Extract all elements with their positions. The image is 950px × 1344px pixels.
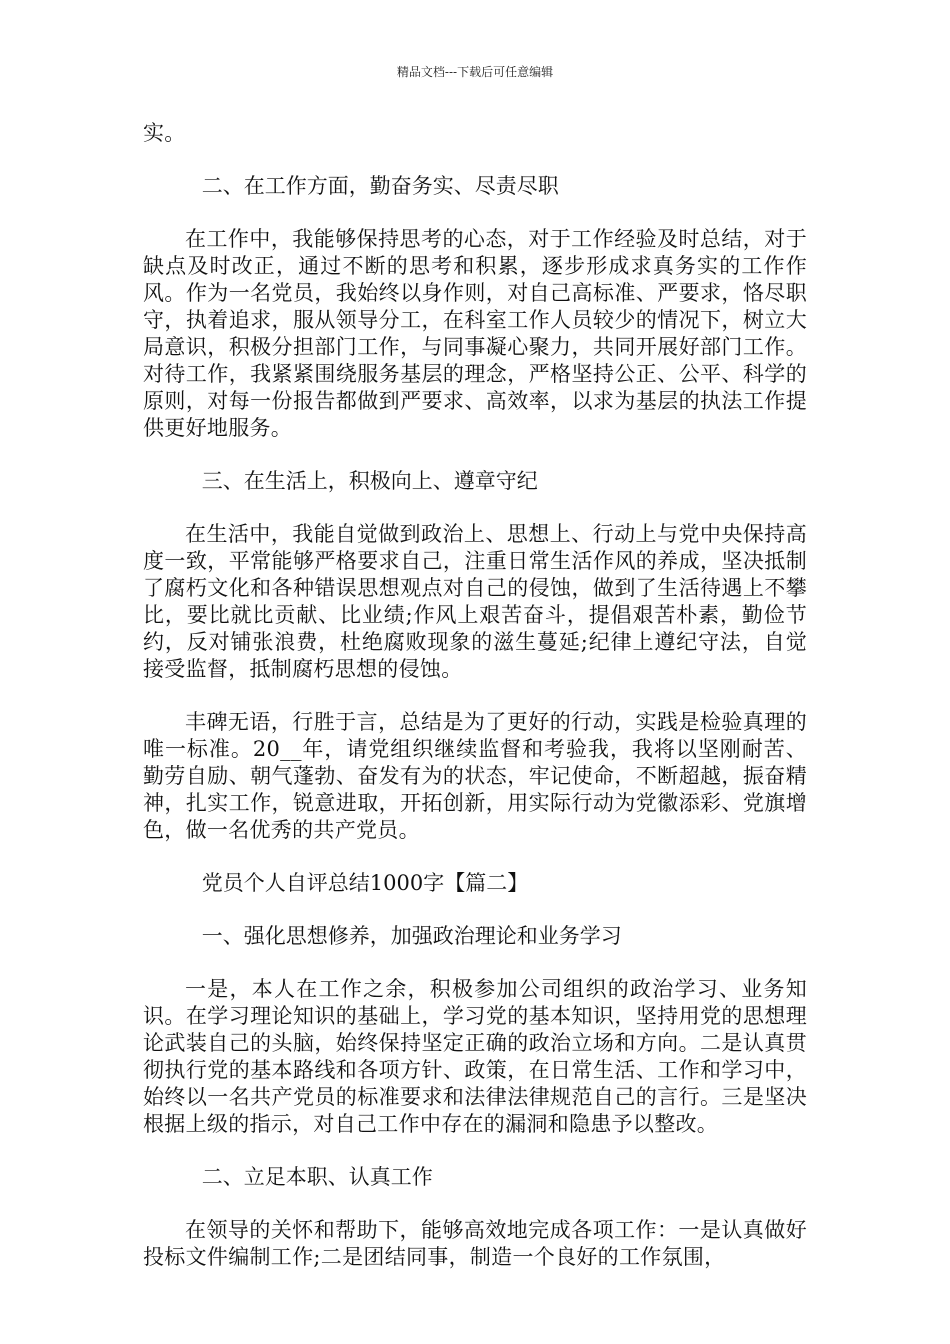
- page-header: 精品文档---下载后可任意编辑: [396, 65, 554, 79]
- document-body: [143, 120, 807, 1271]
- paragraph-continuation: 实。: [143, 121, 186, 145]
- section-heading-life: 三、在生活上，积极向上、遵章守纪: [201, 469, 538, 493]
- paragraph-conclusion: 丰碑无语，行胜于言，总结是为了更好的行动，实践是检验真理的唯一标准。20__年，请党组织继续监督和考验我，我将以坚刚耐苦、勤劳自励、朝气蓬勃、奋发有为的状态，牢记使命，不断超越，振奋精神，扎实工作，锐意进取，开拓创新，用实际行动为党徽添彩、党旗增色，做一名优秀的共产党员。: [143, 710, 807, 842]
- paragraph-work: 在工作中，我能够保持思考的心态，对于工作经验及时总结，对于缺点及时改正，通过不断的思考和积累，逐步形成求真务实的工作作风。作为一名党员，我始终以身作则，对自己高标准、严要求，恪尽职守，执着追求，服从领导分工，在科室工作人员较少的情况下，树立大局意识，积极分担部门工作，与同事凝心聚力，共同开展好部门工作。对待工作，我紧紧围绕服务基层的理念，严格坚持公正、公平、科学的原则，对每一份报告都做到严要求、高效率，以求为基层的执法工作提供更好地服务。: [143, 227, 807, 440]
- paragraph-life: 在生活中，我能自觉做到政治上、思想上、行动上与党中央保持高度一致，平常能够严格要求自己，注重日常生活作风的养成，坚决抵制了腐朽文化和各种错误思想观点对自己的侵蚀，做到了生活待遇上不攀比，要比就比贡献、比业绩;作风上艰苦奋斗，提倡艰苦朴素，勤俭节约，反对铺张浪费，杜绝腐败现象的滋生蔓延;纪律上遵纪守法，自觉接受监督，抵制腐朽思想的侵蚀。: [143, 522, 807, 681]
- paragraph-study: 一是，本人在工作之余，积极参加公司组织的政治学习、业务知识。在学习理论知识的基础上，学习党的基本知识，坚持用党的思想理论武装自己的头脑，始终保持坚定正确的政治立场和方向。二是认真贯彻执行党的基本路线和各项方针、政策，在日常生活、工作和学习中，始终以一名共产党员的标准要求和法律法律规范自己的言行。三是坚决根据上级的指示，对自己工作中存在的漏洞和隐患予以整改。: [143, 977, 807, 1136]
- paragraph-duty: 在领导的关怀和帮助下，能够高效地完成各项工作：一是认真做好投标文件编制工作;二是团结同事，制造一个良好的工作氛围，: [143, 1218, 807, 1269]
- section-heading-study: 一、强化思想修养，加强政治理论和业务学习: [201, 924, 622, 948]
- section-heading-duty: 二、立足本职、认真工作: [201, 1165, 433, 1189]
- section-heading-work: 二、在工作方面，勤奋务实、尽责尽职: [201, 174, 559, 198]
- article-title-part-two: 党员个人自评总结1000字【篇二】: [201, 871, 529, 895]
